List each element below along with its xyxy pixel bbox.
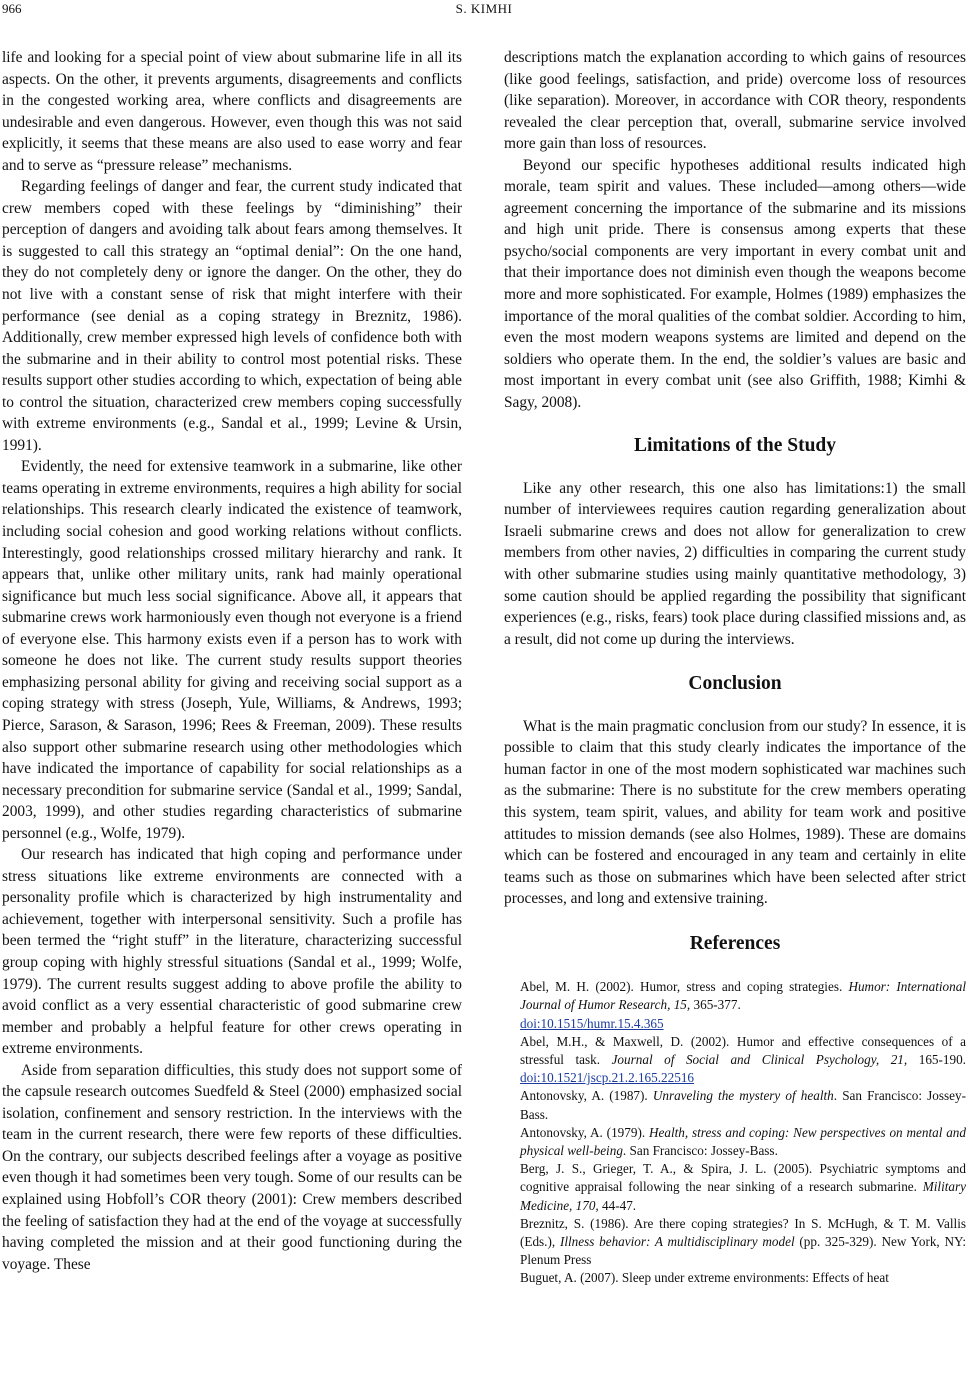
section-heading-references: References xyxy=(689,932,781,954)
reference-item: Abel, M. H. (2002). Humor, stress and coping strategies. Humor: International Journal of Humor Research, 15, 365-377. doi:10.1515/humr.15.4.365 xyxy=(520,979,966,1031)
reference-item: Antonovsky, A. (1987). Unraveling the mystery of health. San Francisco: Jossey-Bass. xyxy=(520,1088,966,1122)
body-paragraph: descriptions match the explanation according to which gains of resources (like good feelings, satisfaction, and pride) overcome loss of resources (like separation). Moreover, in accordance with COR theory, respondents revealed the clear perception that, overall, submarine service involved more gain than loss of resources. xyxy=(504,49,966,153)
body-paragraph: Beyond our specific hypotheses additional results indicated high morale, team spirit and values. These included—among others—wide agreement concerning the importance of the submarine and its missions and high unit pride. There is consensus among experts that these psycho/social components are very important in every combat unit and that their importance does not diminish even though the weapons become more and more sophisticated. For example, Holmes (1989) emphasizes the importance of the moral qualities of the combat soldier. According to him, even the most modern weapons systems are limited and depend on the soldiers who operate them. In the end, the soldier’s values are basic and most important in every combat unit (see also Griffith, 1988; Kimhi & Sagy, 2008). xyxy=(504,156,966,411)
section-heading-limitations: Limitations of the Study xyxy=(633,435,837,457)
body-paragraph: Our research has indicated that high coping and performance under stress situations like extreme environments are connected with a personality profile which is characterized by high instrumentality and achievement, together with interpersonal sensitivity. Such a profile has been termed the “right stuff” in the literature, characterizing successful group coping with highly stressful situations (Sandal et al., 1999; Wolfe, 1979). The current results suggest adding to above profile the ability to avoid conflict as a very essential characteristic of good submarine crew member and probably a helpful feature for other crews operating in extreme environments. xyxy=(2,846,462,1058)
body-paragraph: Evidently, the need for extensive teamwork in a submarine, like other teams operating in extreme environments, requires a high ability for social relationships. This research clearly indicated the existence of teamwork, including social cohesion and good working relations without conflicts. Interestingly, good relationships crossed military hierarchy and rank. It appears that, unlike other military units, rank had mainly operational significance but much less social significance. Above all, it appears that submarine crews work harmoniously even though not everyone is a friend of everyone else. This harmony exists even if a person has to work with someone he does not like. The current study results support theories emphasizing personal ability for giving and receiving social support as a coping strategy with stress (Joseph, Yule, Williams, & Andrews, 1993; Pierce, Sarason, & Sarason, 1996; Rees & Freeman, 2009). These results also support other submarine research using other methodologies which have indicated the importance of capability for social relationships as a necessary precondition for submarine service (Sandal et al., 1999; Sandal, 2003, 1999), and other studies regarding characteristics of submarine personnel (e.g., Wolfe, 1979). xyxy=(2,458,462,842)
limitations-paragraph: Like any other research, this one also has limitations:1) the small number of interviewees requires caution regarding generalization about Israeli submarine crews and does not allow for generalization to crew members from other navies, 2) difficulties in comparing the current study with other submarine studies using mainly quantitative methodology, 3) some caution should be applied regarding the possibility that significant experiences (e.g., risks, fears) took place during classified missions and, as a result, did not come up during the interviews. xyxy=(504,479,966,648)
right-column xyxy=(504,47,966,1288)
reference-item: Breznitz, S. (1986). Are there coping strategies? In S. McHugh, & T. M. Vallis (Eds.), Illness behavior: A multidisciplinary model (pp. 325-329). New York, NY: Plenum Press xyxy=(520,1215,966,1268)
left-column xyxy=(2,47,462,1275)
page-number: 966 xyxy=(2,1,22,16)
section-heading-conclusion: Conclusion xyxy=(688,673,782,695)
reference-item: Antonovsky, A. (1979). Health, stress and coping: New perspectives on mental and physical well-being. San Francisco: Jossey-Bass. xyxy=(520,1124,966,1159)
conclusion-paragraph: What is the main pragmatic conclusion from our study? In essence, it is possible to claim that this study clearly indicates the importance of the human factor in one of the most modern sophisticated war machines such as the submarine: There is no substitute for the crew members operating this system, team spirit, values, and ability for team work and positive attitudes to mission demands (see also Holmes, 1989). These are domains which can be fostered and encouraged in any team and certainly in elite teams such as those on submarines which have been selected after strict processes, and long and extensive training. xyxy=(504,717,966,908)
reference-item: Buguet, A. (2007). Sleep under extreme environments: Effects of heat xyxy=(520,1270,889,1286)
running-head: S. KIMHI xyxy=(455,1,513,16)
reference-item: Abel, M.H., & Maxwell, D. (2002). Humor and effective consequences of a stressful task. Journal of Social and Clinical Psychology, 21, 165-190. doi:10.1521/jscp.21.2.165.22516 xyxy=(520,1033,966,1086)
reference-item: Berg, J. S., Grieger, T. A., & Spira, J. L. (2005). Psychiatric symptoms and cognitive appraisal following the near sinking of a research submarine. Military Medicine, 170, 44-47. xyxy=(520,1161,966,1213)
body-paragraph: Regarding feelings of danger and fear, the current study indicated that crew members coped with these feelings by “diminishing” their perception of dangers and avoiding talk about fears among themselves. It is suggested to call this strategy an “optimal denial”: On the one hand, they do not completely deny or ignore the danger. On the other, they do not live with a constant sense of risk that might interfere with their performance (see denial as a coping strategy in Breznitz, 1986). Additionally, crew member expressed high levels of confidence both with the submarine and in their ability to control most potential risks. These results support other studies according to which, expectation of being able to control the situation, characterized crew members coping successfully with extreme environments (e.g., Sandal et al., 1999; Levine & Ursin, 1991). xyxy=(2,178,462,454)
page-header xyxy=(0,0,968,22)
body-paragraph: life and looking for a special point of view about submarine life in all its aspects. On the other, it prevents arguments, disagreements and conflicts in the congested working area, where conflicts and disagreements are undesirable and even dangerous. However, even though this was not said explicitly, it seems that these means are also used to ease worry and fear and to serve as “pressure release” mechanisms. xyxy=(2,49,462,174)
doi-link[interactable]: doi:10.1521/jscp.21.2.165.22516 xyxy=(520,1070,695,1086)
body-paragraph: Aside from separation difficulties, this study does not support some of the capsule research outcomes Suedfeld & Steel (2000) emphasized social isolation, confinement and sensory restriction. In the interviews with the team in the current research, there were few reports of these difficulties. On the contrary, our subjects described feelings after a voyage as positive even though it had sometimes been very tough. Some of our results can be explained using Hobfoll’s COR theory (2001): Crew members described the feeling of satisfaction they had at the end of the voyage at successfully having completed the mission and at their good functioning during the voyage. These xyxy=(2,1061,462,1273)
doi-link[interactable]: doi:10.1515/humr.15.4.365 xyxy=(520,1015,664,1031)
reference-list xyxy=(504,978,966,1287)
